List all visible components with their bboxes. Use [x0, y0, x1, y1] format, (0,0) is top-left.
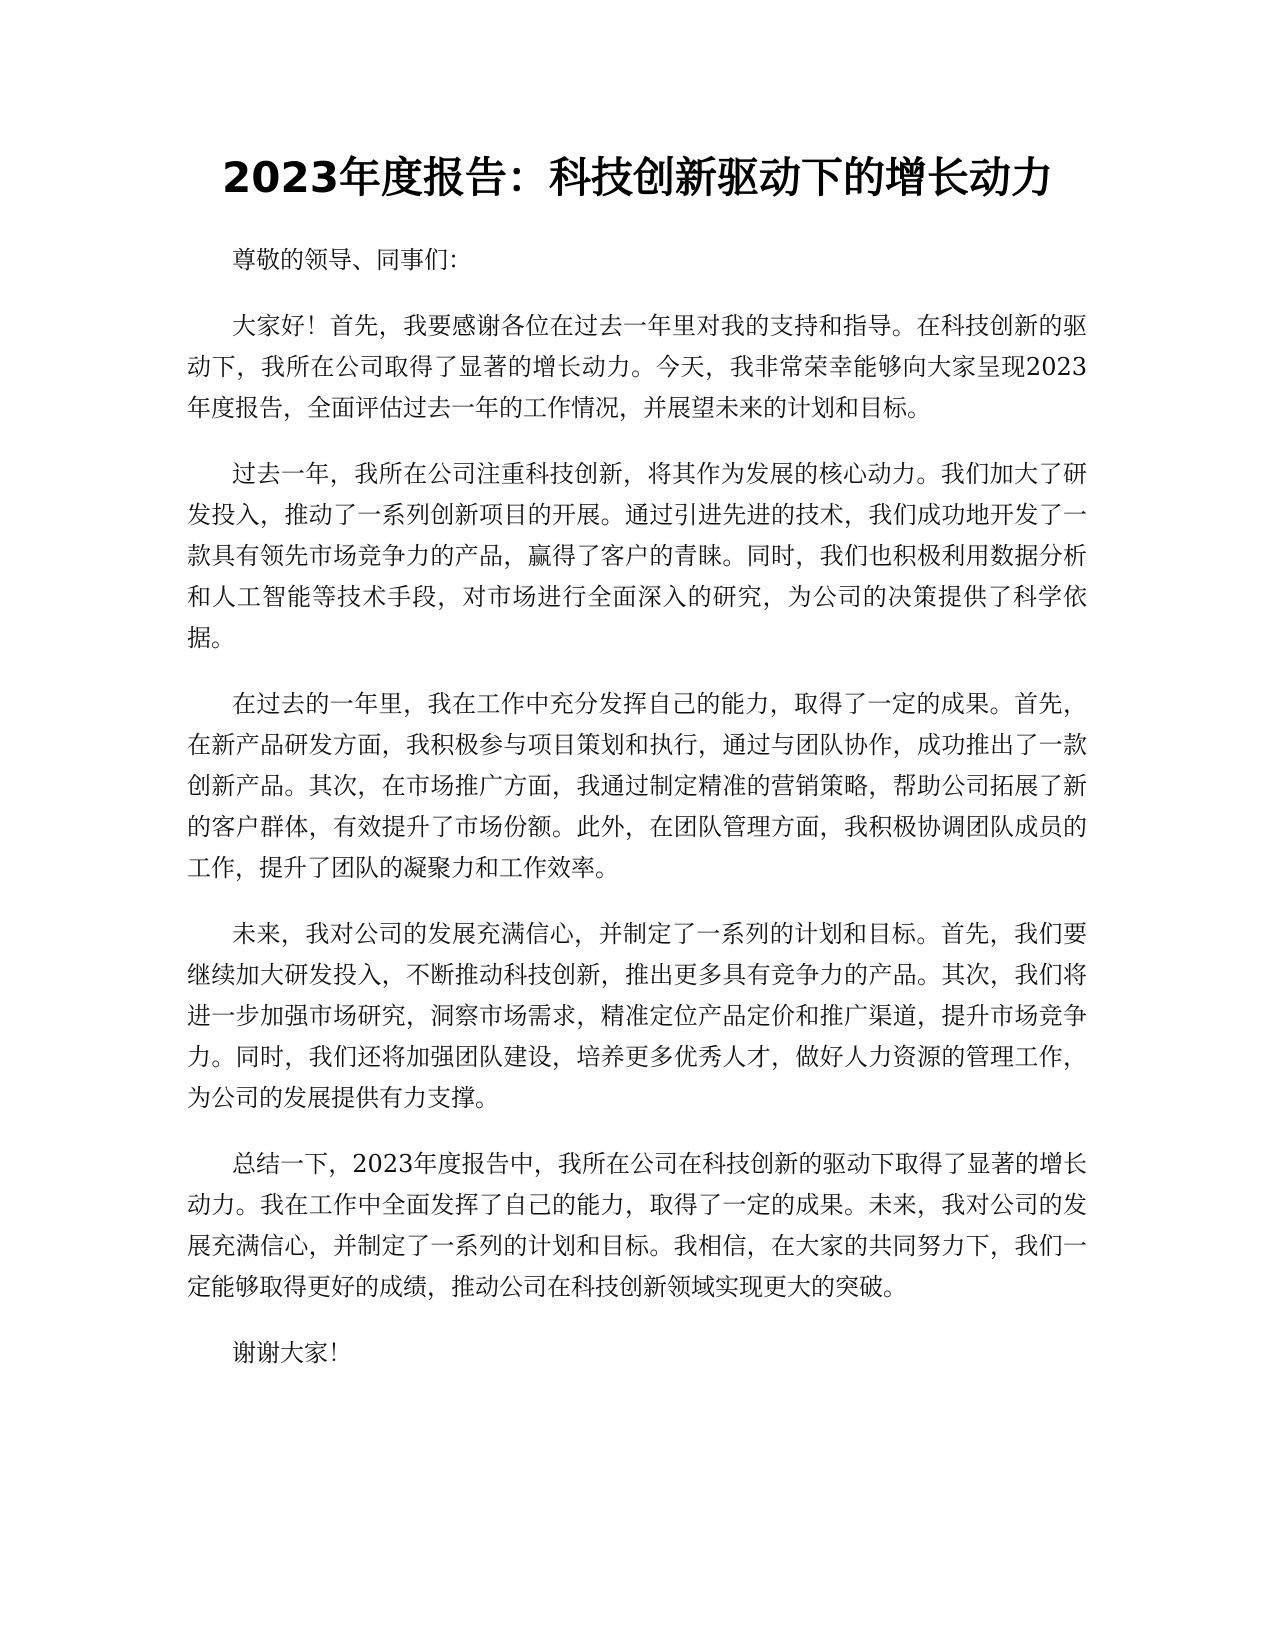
document-body [187, 240, 1087, 1399]
opening-paragraph: 大家好！首先，我要感谢各位在过去一年里对我的支持和指导。在科技创新的驱动下，我所在公司取得了显著的增长动力。今天，我非常荣幸能够向大家呈现2023年度报告，全面评估过去一年的工作情况，并展望未来的计划和目标。 [187, 312, 1087, 422]
closing-paragraph: 谢谢大家！ [232, 1339, 352, 1367]
salutation-paragraph: 尊敬的领导、同事们： [232, 246, 472, 274]
summary-paragraph: 总结一下，2023年度报告中，我所在公司在科技创新的驱动下取得了显著的增长动力。我在工作中全面发挥了自己的能力，取得了一定的成果。未来，我对公司的发展充满信心，并制定了一系列的计划和目标。我相信，在大家的共同努力下，我们一定能够取得更好的成绩，推动公司在科技创新领域实现更大的突破。 [187, 1150, 1087, 1301]
document-title: 2023年度报告：科技创新驱动下的增长动力 [222, 153, 1053, 202]
innovation-paragraph: 过去一年，我所在公司注重科技创新，将其作为发展的核心动力。我们加大了研发投入，推动了一系列创新项目的开展。通过引进先进的技术，我们成功地开发了一款具有领先市场竞争力的产品，赢得了客户的青睐。同时，我们也积极利用数据分析和人工智能等技术手段，对市场进行全面深入的研究，为公司的决策提供了科学依据。 [187, 460, 1087, 652]
achievements-paragraph: 在过去的一年里，我在工作中充分发挥自己的能力，取得了一定的成果。首先，在新产品研发方面，我积极参与项目策划和执行，通过与团队协作，成功推出了一款创新产品。其次，在市场推广方面，我通过制定精准的营销策略，帮助公司拓展了新的客户群体，有效提升了市场份额。此外，在团队管理方面，我积极协调团队成员的工作，提升了团队的凝聚力和工作效率。 [187, 690, 1087, 882]
future-plans-paragraph: 未来，我对公司的发展充满信心，并制定了一系列的计划和目标。首先，我们要继续加大研发投入，不断推动科技创新，推出更多具有竞争力的产品。其次，我们将进一步加强市场研究，洞察市场需求，精准定位产品定价和推广渠道，提升市场竞争力。同时，我们还将加强团队建设，培养更多优秀人才，做好人力资源的管理工作，为公司的发展提供有力支撑。 [187, 920, 1087, 1112]
